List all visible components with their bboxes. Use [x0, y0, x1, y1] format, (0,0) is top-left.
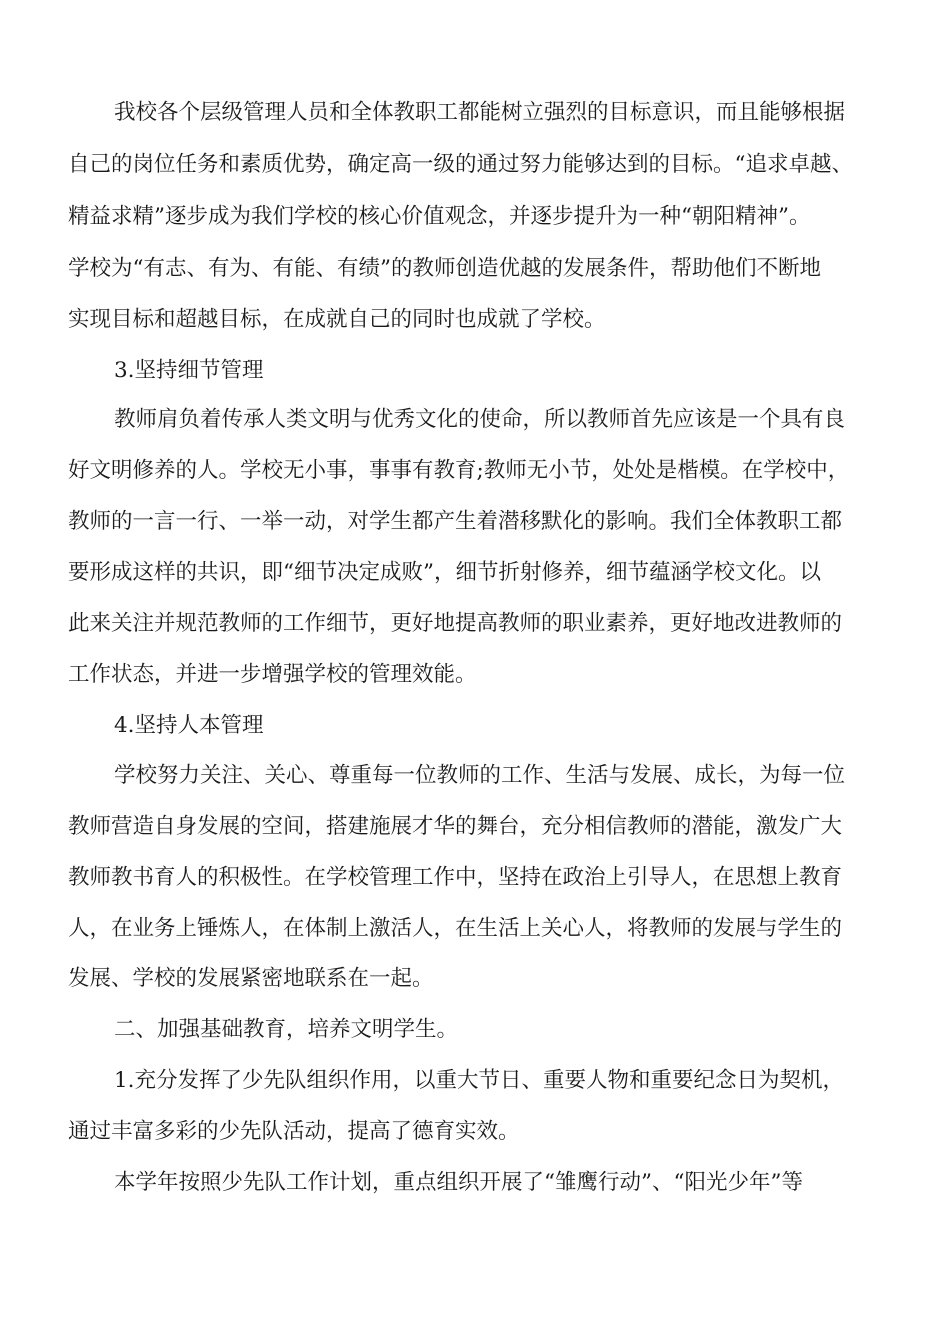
text-line: 精益求精”逐步成为我们学校的核心价值观念，并逐步提升为一种“朝阳精神”。 [68, 204, 811, 229]
text-line: 要形成这样的共识，即“细节决定成败”，细节折射修养，细节蕴涵学校文化。以 [68, 560, 821, 585]
text-line: 实现目标和超越目标，在成就自己的同时也成就了学校。 [68, 307, 606, 332]
section-heading: 4.坚持人本管理 [114, 713, 264, 738]
text-line: 好文明修养的人。学校无小事，事事有教育;教师无小节，处处是楷模。在学校中， [68, 458, 850, 483]
text-line: 发展、学校的发展紧密地联系在一起。 [68, 966, 434, 991]
text-line: 人，在业务上锤炼人，在体制上激活人，在生活上关心人，将教师的发展与学生的 [68, 916, 843, 941]
text-line: 教师营造自身发展的空间，搭建施展才华的舞台，充分相信教师的潜能，激发广大 [68, 814, 843, 839]
text-line: 1.充分发挥了少先队组织作用，以重大节日、重要人物和重要纪念日为契机， [114, 1068, 845, 1093]
text-line: 通过丰富多彩的少先队活动，提高了德育实效。 [68, 1119, 520, 1144]
text-line: 学校为“有志、有为、有能、有绩”的教师创造优越的发展条件，帮助他们不断地 [68, 256, 821, 281]
text-line: 教师肩负着传承人类文明与优秀文化的使命，所以教师首先应该是一个具有良 [114, 407, 846, 432]
text-line: 此来关注并规范教师的工作细节，更好地提高教师的职业素养，更好地改进教师的 [68, 611, 843, 636]
text-line: 工作状态，并进一步增强学校的管理效能。 [68, 662, 477, 687]
text-line: 学校努力关注、关心、尊重每一位教师的工作、生活与发展、成长，为每一位 [114, 763, 846, 788]
text-line: 本学年按照少先队工作计划，重点组织开展了“雏鹰行动”、“阳光少年”等 [114, 1170, 803, 1195]
text-line: 教师教书育人的积极性。在学校管理工作中，坚持在政治上引导人，在思想上教育 [68, 865, 843, 890]
section-heading: 3.坚持细节管理 [114, 358, 264, 383]
text-line: 自己的岗位任务和素质优势，确定高一级的通过努力能够达到的目标。“追求卓越、 [68, 152, 853, 177]
text-line: 教师的一言一行、一举一动，对学生都产生着潜移默化的影响。我们全体教职工都 [68, 509, 843, 534]
text-line: 我校各个层级管理人员和全体教职工都能树立强烈的目标意识，而且能够根据 [114, 100, 846, 125]
section-heading: 二、加强基础教育，培养文明学生。 [114, 1017, 459, 1042]
